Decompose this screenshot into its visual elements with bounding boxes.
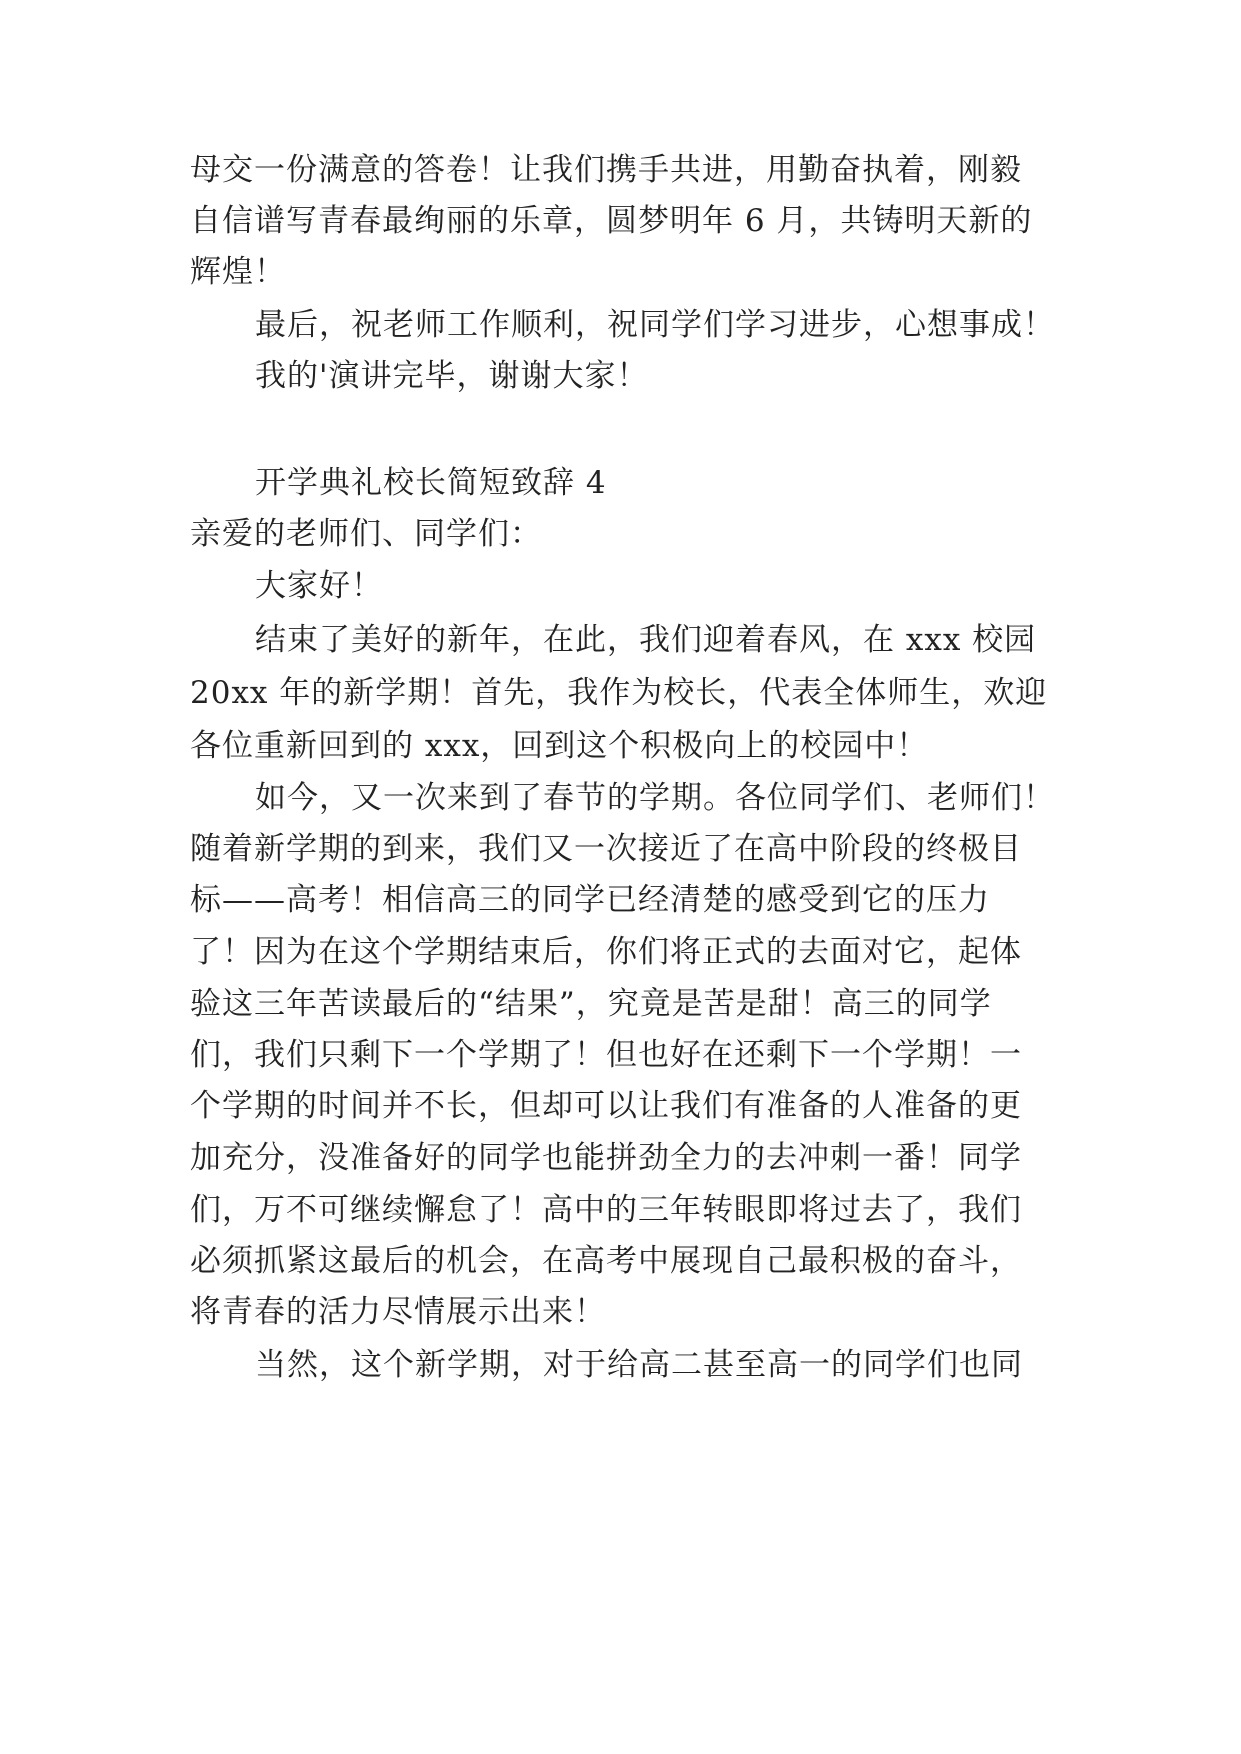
paragraph-line: 自信谱写青春最绚丽的乐章，圆梦明年 6 月，共铸明天新的 — [190, 203, 1033, 239]
paragraph-line: 们，万不可继续懈怠了！高中的三年转眼即将过去了，我们 — [190, 1192, 1022, 1228]
greeting: 大家好！ — [255, 568, 383, 604]
salutation: 亲爱的老师们、同学们： — [190, 516, 542, 552]
paragraph-line: 最后，祝老师工作顺利，祝同学们学习进步，心想事成！ — [255, 307, 1055, 343]
paragraph-line: 必须抓紧这最后的机会，在高考中展现自己最积极的奋斗， — [190, 1243, 1022, 1279]
paragraph-line: 20xx 年的新学期！首先，我作为校长，代表全体师生，欢迎 — [190, 675, 1048, 711]
paragraph-line: 辉煌！ — [190, 254, 286, 290]
paragraph-line: 我的'演讲完毕，谢谢大家！ — [255, 358, 649, 394]
paragraph-line: 们，我们只剩下一个学期了！但也好在还剩下一个学期！一 — [190, 1037, 1022, 1073]
paragraph-line: 将青春的活力尽情展示出来！ — [190, 1294, 606, 1330]
paragraph-line: 个学期的时间并不长，但却可以让我们有准备的人准备的更 — [190, 1088, 1022, 1124]
paragraph-line: 标——高考！相信高三的同学已经清楚的感受到它的压力 — [190, 882, 990, 918]
paragraph-line: 验这三年苦读最后的“结果”，究竟是苦是甜！高三的同学 — [190, 986, 992, 1022]
paragraph-line: 了！因为在这个学期结束后，你们将正式的去面对它，起体 — [190, 934, 1022, 970]
paragraph-line: 如今，又一次来到了春节的学期。各位同学们、老师们！ — [255, 780, 1055, 816]
paragraph-line: 各位重新回到的 xxx，回到这个积极向上的校园中！ — [190, 728, 929, 764]
paragraph-line: 随着新学期的到来，我们又一次接近了在高中阶段的终极目 — [190, 831, 1022, 867]
paragraph-line: 加充分，没准备好的同学也能拼劲全力的去冲刺一番！同学 — [190, 1140, 1022, 1176]
paragraph-line: 结束了美好的新年，在此，我们迎着春风，在 xxx 校园 — [255, 622, 1037, 658]
paragraph-line: 母交一份满意的答卷！让我们携手共进，用勤奋执着，刚毅 — [190, 152, 1022, 188]
paragraph-line: 当然，这个新学期，对于给高二甚至高一的同学们也同 — [255, 1347, 1023, 1383]
section-title: 开学典礼校长简短致辞 4 — [255, 465, 607, 501]
